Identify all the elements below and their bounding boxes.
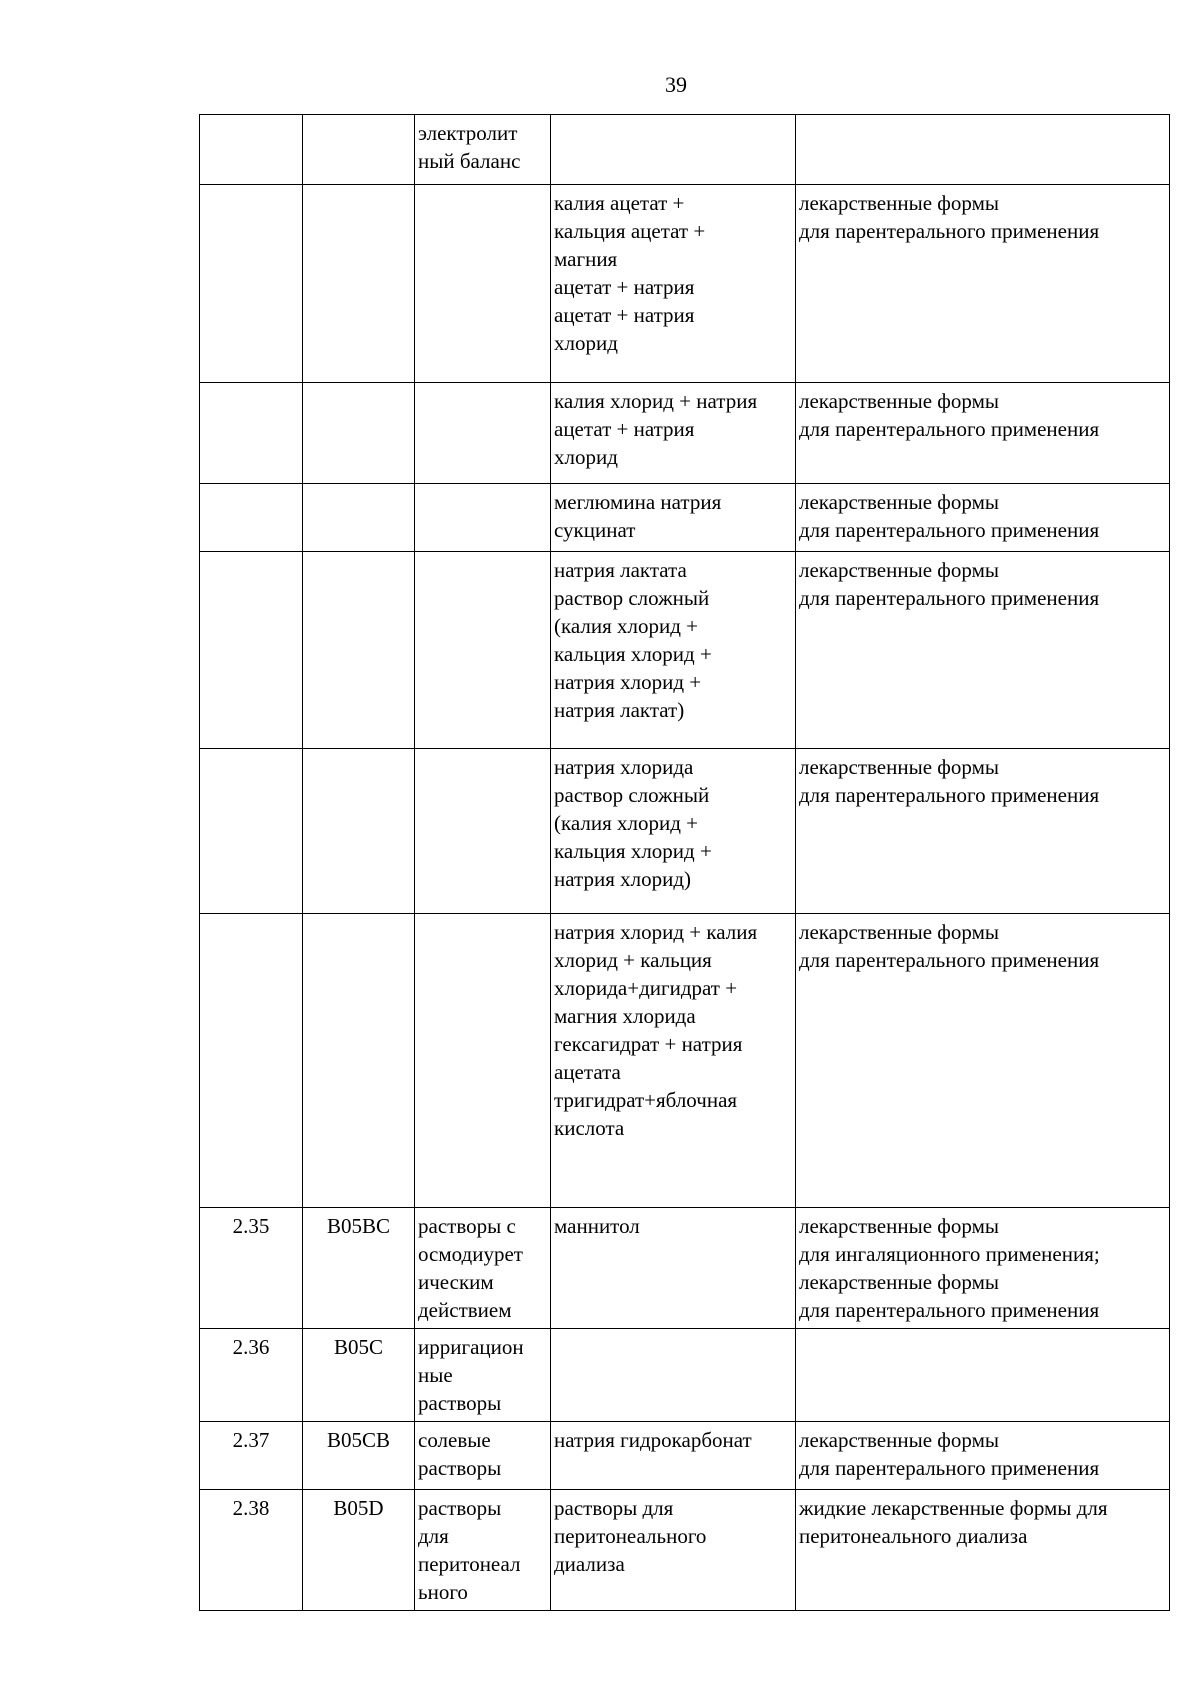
substance-cell: растворы для перитонеального диализа — [551, 1490, 796, 1611]
atc-code-cell — [303, 914, 415, 1208]
atc-code-cell: B05C — [303, 1329, 415, 1422]
dosage-form-cell: лекарственные формы для парентерального применения — [796, 914, 1170, 1208]
substance-cell: калия хлорид + натрия ацетат + натрия хлорид — [551, 383, 796, 484]
dosage-form-cell — [796, 115, 1170, 185]
dosage-form-cell: лекарственные формы для парентерального применения — [796, 484, 1170, 552]
table-row — [200, 749, 1170, 914]
row-number-cell: 2.37 — [200, 1422, 303, 1490]
dosage-form-cell: лекарственные формы для парентерального применения — [796, 383, 1170, 484]
row-number-cell — [200, 185, 303, 383]
group-cell: ирригацион ные растворы — [415, 1329, 551, 1422]
dosage-form-cell: лекарственные формы для ингаляционного применения; лекарственные формы для парентерального применения — [796, 1208, 1170, 1329]
page-number: 39 — [665, 72, 687, 97]
table-row — [200, 1208, 1170, 1329]
dosage-form-cell: лекарственные формы для парентерального применения — [796, 185, 1170, 383]
table-row — [200, 185, 1170, 383]
table-row — [200, 552, 1170, 749]
atc-code-cell: B05BC — [303, 1208, 415, 1329]
table-row — [200, 1329, 1170, 1422]
substance-cell: натрия хлорид + калия хлорид + кальция хлорида+дигидрат + магния хлорида гексагидрат + натрия ацетата тригидрат+яблочная кислота — [551, 914, 796, 1208]
atc-code-cell: B05D — [303, 1490, 415, 1611]
row-number-cell — [200, 749, 303, 914]
drug-table — [199, 114, 1170, 1611]
substance-cell: маннитол — [551, 1208, 796, 1329]
substance-cell — [551, 115, 796, 185]
atc-code-cell — [303, 185, 415, 383]
atc-code-cell — [303, 484, 415, 552]
atc-code-cell — [303, 383, 415, 484]
substance-cell: натрия гидрокарбонат — [551, 1422, 796, 1490]
substance-cell: натрия лактата раствор сложный (калия хлорид + кальция хлорид + натрия хлорид + натрия лактат) — [551, 552, 796, 749]
dosage-form-cell — [796, 1329, 1170, 1422]
substance-cell: калия ацетат + кальция ацетат + магния ацетат + натрия ацетат + натрия хлорид — [551, 185, 796, 383]
row-number-cell: 2.38 — [200, 1490, 303, 1611]
atc-code-cell — [303, 552, 415, 749]
row-number-cell — [200, 484, 303, 552]
group-cell — [415, 185, 551, 383]
row-number-cell — [200, 115, 303, 185]
substance-cell: меглюмина натрия сукцинат — [551, 484, 796, 552]
row-number-cell: 2.36 — [200, 1329, 303, 1422]
row-number-cell — [200, 914, 303, 1208]
atc-code-cell: B05CB — [303, 1422, 415, 1490]
substance-cell: натрия хлорида раствор сложный (калия хлорид + кальция хлорид + натрия хлорид) — [551, 749, 796, 914]
group-cell — [415, 484, 551, 552]
dosage-form-cell: лекарственные формы для парентерального применения — [796, 1422, 1170, 1490]
atc-code-cell — [303, 115, 415, 185]
group-cell — [415, 383, 551, 484]
table-row — [200, 115, 1170, 185]
dosage-form-cell: жидкие лекарственные формы для перитонеального диализа — [796, 1490, 1170, 1611]
substance-cell — [551, 1329, 796, 1422]
row-number-cell: 2.35 — [200, 1208, 303, 1329]
table-row — [200, 1490, 1170, 1611]
dosage-form-cell: лекарственные формы для парентерального применения — [796, 749, 1170, 914]
dosage-form-cell: лекарственные формы для парентерального применения — [796, 552, 1170, 749]
table-row — [200, 484, 1170, 552]
group-cell: растворы с осмодиурет ическим действием — [415, 1208, 551, 1329]
table-row — [200, 383, 1170, 484]
group-cell — [415, 749, 551, 914]
group-cell — [415, 552, 551, 749]
group-cell: растворы для перитонеал ьного — [415, 1490, 551, 1611]
group-cell: солевые растворы — [415, 1422, 551, 1490]
row-number-cell — [200, 552, 303, 749]
group-cell: электролит ный баланс — [415, 115, 551, 185]
table-row — [200, 1422, 1170, 1490]
atc-code-cell — [303, 749, 415, 914]
group-cell — [415, 914, 551, 1208]
row-number-cell — [200, 383, 303, 484]
table-row — [200, 914, 1170, 1208]
